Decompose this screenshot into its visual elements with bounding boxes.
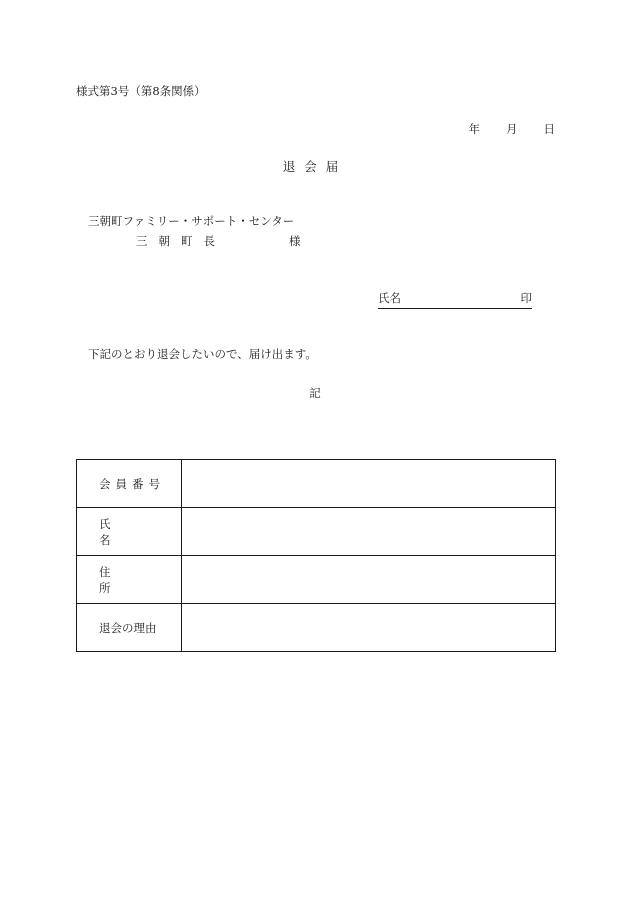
table-row xyxy=(77,604,556,652)
date-day-unit: 日 xyxy=(543,122,555,136)
withdrawal-reason-field[interactable] xyxy=(182,604,556,652)
table-row xyxy=(77,556,556,604)
addressee-organization: 三朝町ファミリー・サポート・センター xyxy=(88,214,295,228)
ki-heading: 記 xyxy=(309,386,321,400)
row-label-name: 氏名 xyxy=(77,508,182,556)
row-label-withdrawal-reason: 退会の理由 xyxy=(77,604,182,652)
signature-line[interactable] xyxy=(378,293,532,309)
seal-mark: 印 xyxy=(520,291,532,305)
signature-label: 氏名 xyxy=(378,291,401,305)
member-number-field[interactable] xyxy=(182,460,556,508)
addressee-honorific: 様 xyxy=(289,234,301,248)
statement-text: 下記のとおり退会したいので、届け出ます。 xyxy=(88,347,317,361)
row-label-address: 住所 xyxy=(77,556,182,604)
table-row xyxy=(77,508,556,556)
date-line xyxy=(469,124,556,136)
date-month-unit: 月 xyxy=(506,122,518,136)
addressee-name: 三朝町長 xyxy=(136,234,226,248)
form-number: 様式第3号（第8条関係） xyxy=(76,84,206,98)
document-title: 退会届 xyxy=(282,159,348,174)
row-label-member-number: 会員番号 xyxy=(77,460,182,508)
date-year-unit: 年 xyxy=(468,122,480,136)
name-field[interactable] xyxy=(182,508,556,556)
table-row xyxy=(77,460,556,508)
member-info-table xyxy=(76,459,556,652)
address-field[interactable] xyxy=(182,556,556,604)
